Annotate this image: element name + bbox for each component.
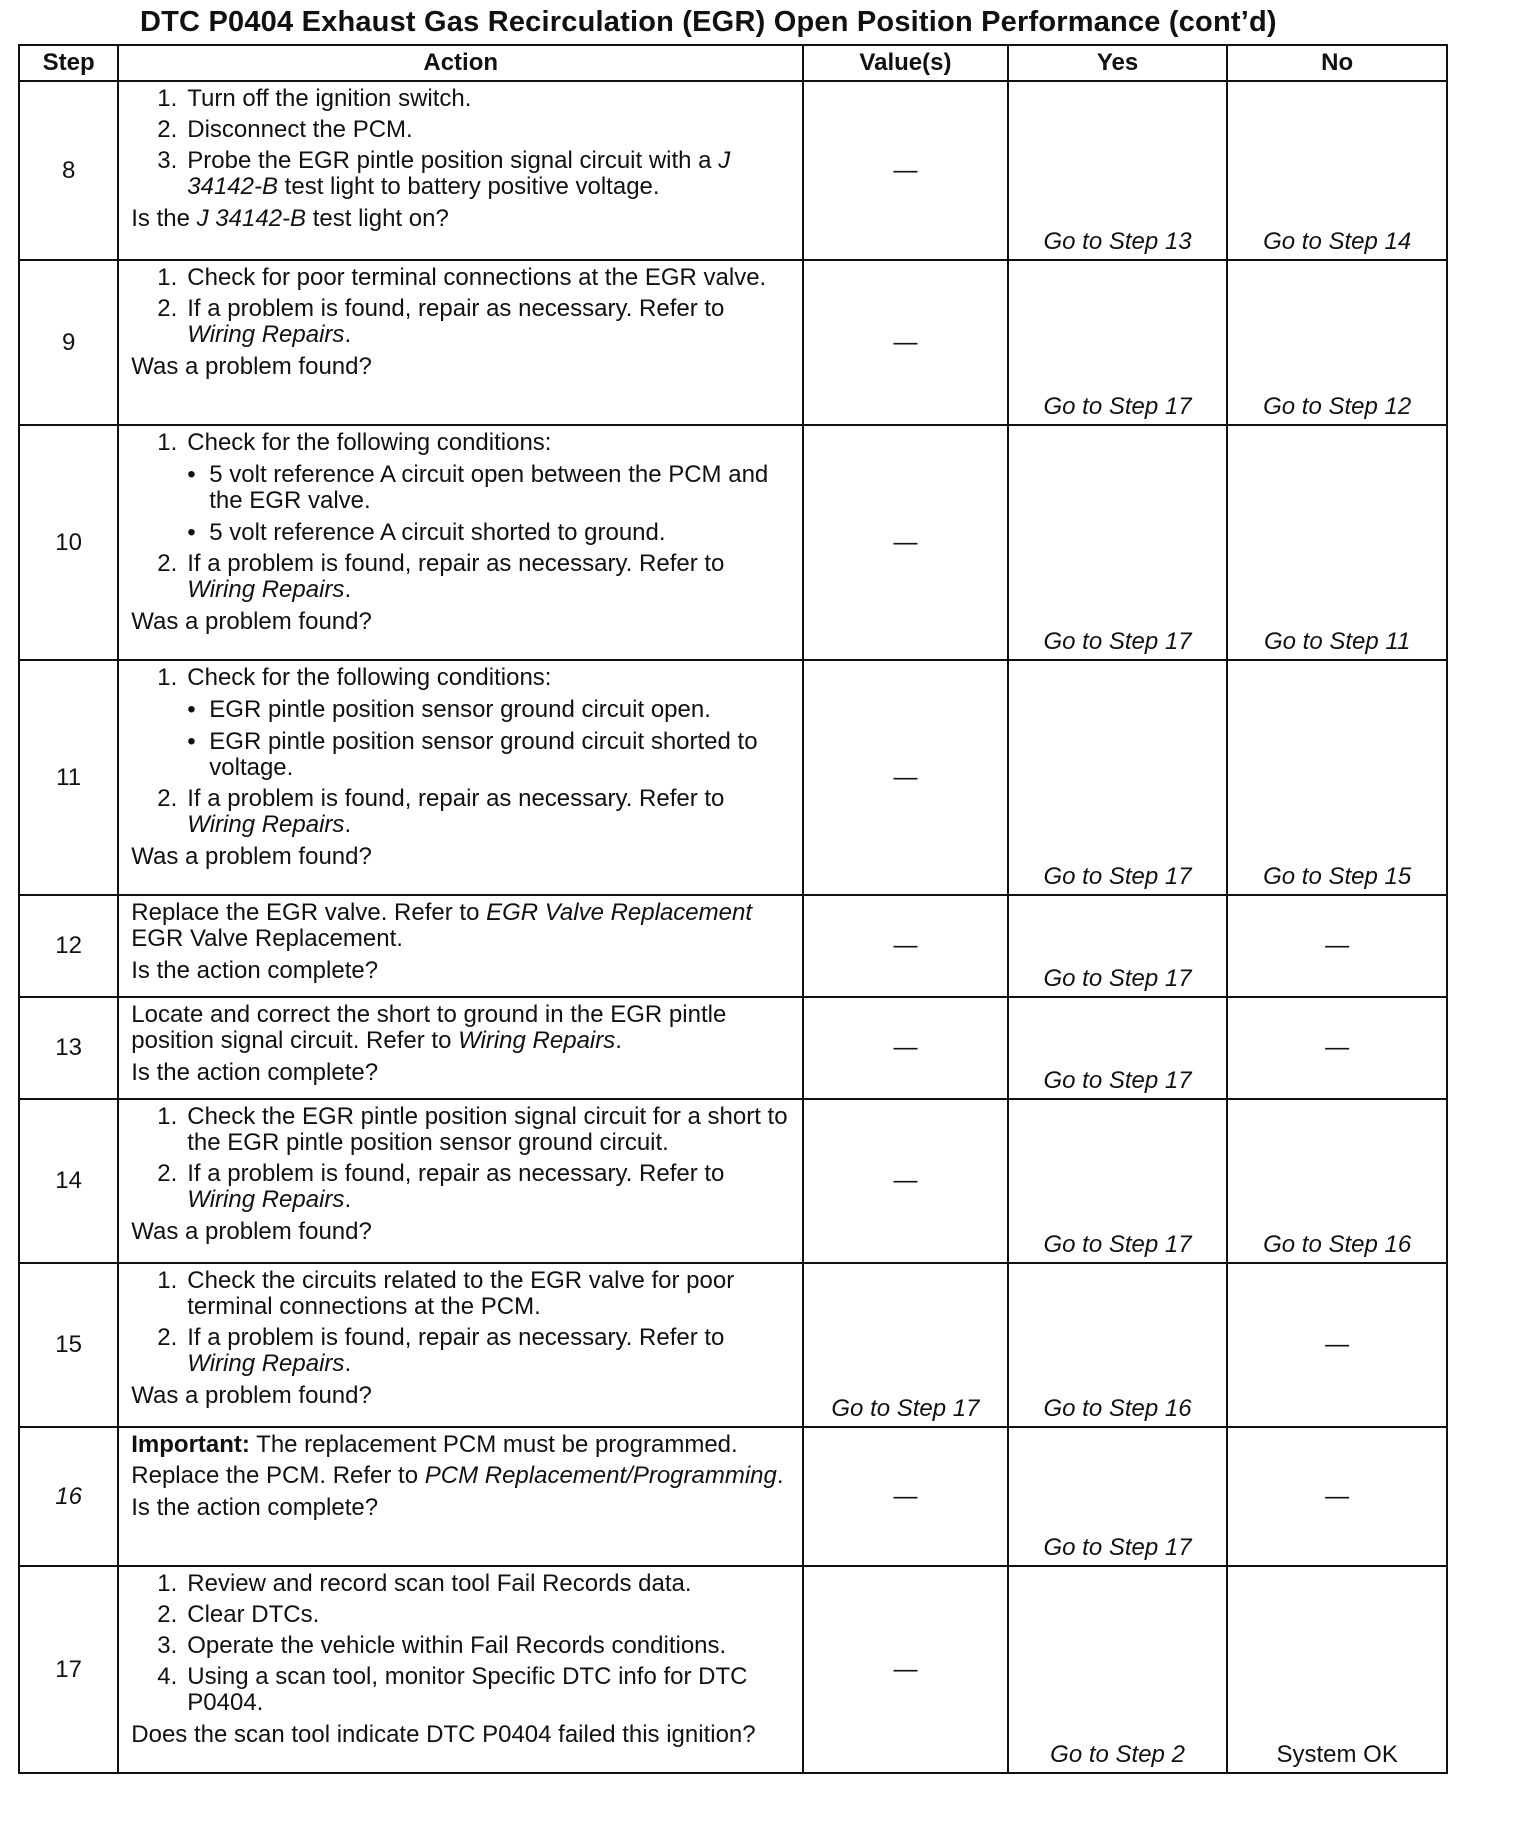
list-item: 2. Disconnect the PCM. [157,116,413,143]
empty-dash: — [1325,1331,1350,1358]
step-number: 16 [19,1427,118,1566]
goto-step-link: Go to Step 17 [1043,1534,1192,1561]
no-cell [1227,895,1447,997]
goto-step-link: Go to Step 2 [1050,1741,1185,1768]
header-row [19,45,1447,81]
table-row [19,1427,1447,1566]
goto-step-link: Go to Step 17 [1043,863,1192,890]
list-item: 1. Check the circuits related to the EGR valve for poor terminal connections at the PCM. [157,1267,735,1320]
yes-cell [1008,425,1228,660]
empty-dash: — [893,932,918,959]
header-action: Action [118,45,803,81]
paragraph: Replace the PCM. Refer to PCM Replacement/Programming. [131,1462,784,1489]
value-cell [803,260,1008,425]
table-row [19,660,1447,895]
value-cell [803,1427,1008,1566]
step-number: 10 [19,425,118,660]
yes-cell [1008,997,1228,1099]
goto-step-link: Go to Step 17 [1043,1231,1192,1258]
question: Was a problem found? [131,1382,372,1409]
empty-dash: — [1325,1034,1350,1061]
step-number: 11 [19,660,118,895]
no-cell [1227,1566,1447,1773]
question: Does the scan tool indicate DTC P0404 failed this ignition? [131,1721,756,1748]
table-row [19,425,1447,660]
empty-dash: — [893,1655,918,1683]
question: Is the action complete? [131,957,379,984]
value-cell [803,81,1008,260]
value-cell [803,1566,1008,1773]
header-yes: Yes [1008,45,1228,81]
question: Is the action complete? [131,1494,379,1521]
list-item: 1. Check for poor terminal connections at the EGR valve. [157,264,767,291]
value-cell [803,425,1008,660]
goto-step-link: Go to Step 16 [1263,1231,1412,1258]
no-cell [1227,260,1447,425]
table-row [19,1263,1447,1427]
yes-cell [1008,1263,1228,1427]
question: Was a problem found? [131,1218,372,1245]
list-item: 2. Clear DTCs. [157,1601,320,1628]
bullet-item: • 5 volt reference A circuit shorted to ground. [187,519,666,546]
action-cell [118,1099,803,1263]
list-item: 2. If a problem is found, repair as necessary. Refer to Wiring Repairs. [157,1160,725,1213]
goto-step-link: Go to Step 17 [1043,628,1192,655]
goto-step-link: Go to Step 16 [1043,1395,1192,1422]
bullet-item: • 5 volt reference A circuit open between the PCM and the EGR valve. [187,461,769,514]
important-note: Important: The replacement PCM must be programmed. [131,1431,738,1458]
no-cell [1227,660,1447,895]
empty-dash: — [893,156,918,184]
system-ok-label: System OK [1276,1741,1398,1768]
goto-step-link: Go to Step 17 [831,1395,980,1422]
action-cell [118,895,803,997]
list-item: 3. Probe the EGR pintle position signal circuit with a J 34142-B test light to battery positive voltage. [157,147,731,200]
value-cell [803,1099,1008,1263]
no-cell [1227,1427,1447,1566]
yes-cell [1008,1427,1228,1566]
goto-step-link: Go to Step 12 [1263,393,1412,420]
table-row [19,81,1447,260]
yes-cell [1008,1566,1228,1773]
empty-dash: — [1325,1482,1350,1510]
value-cell [803,1263,1008,1427]
goto-step-link: Go to Step 17 [1043,393,1192,420]
value-cell [803,997,1008,1099]
table-row [19,260,1447,425]
action-cell [118,660,803,895]
list-item: 1. Check for the following conditions: [157,664,552,691]
list-item: 2. If a problem is found, repair as necessary. Refer to Wiring Repairs. [157,550,725,603]
step-number: 8 [19,81,118,260]
step-number: 15 [19,1263,118,1427]
list-item: 1. Turn off the ignition switch. [157,85,472,112]
step-number: 14 [19,1099,118,1263]
empty-dash: — [893,763,918,791]
list-item: 1. Review and record scan tool Fail Records data. [157,1570,692,1597]
empty-dash: — [893,528,918,556]
step-number: 13 [19,997,118,1099]
goto-step-link: Go to Step 15 [1263,863,1412,890]
no-cell [1227,1263,1447,1427]
step-number: 12 [19,895,118,997]
empty-dash: — [893,1034,918,1061]
page-title: DTC P0404 Exhaust Gas Recirculation (EGR) Open Position Performance (cont’d) [140,6,1277,38]
header-values: Value(s) [803,45,1008,81]
yes-cell [1008,1099,1228,1263]
list-item: 2. If a problem is found, repair as necessary. Refer to Wiring Repairs. [157,295,725,348]
yes-cell [1008,895,1228,997]
diagnostic-table [18,44,1448,1774]
action-cell [118,1263,803,1427]
action-cell [118,425,803,660]
goto-step-link: Go to Step 17 [1043,965,1192,992]
action-cell [118,81,803,260]
no-cell [1227,1099,1447,1263]
action-cell [118,260,803,425]
no-cell [1227,81,1447,260]
step-number: 17 [19,1566,118,1773]
yes-cell [1008,260,1228,425]
no-cell [1227,425,1447,660]
empty-dash: — [893,1482,918,1510]
goto-step-link: Go to Step 17 [1043,1067,1192,1094]
header-step: Step [19,45,118,81]
table-row [19,997,1447,1099]
action-cell [118,1427,803,1566]
list-item: 1. Check for the following conditions: [157,429,552,456]
paragraph: Replace the EGR valve. Refer to EGR Valve Replacement EGR Valve Replacement. [131,899,753,952]
question: Is the J 34142-B test light on? [131,205,449,232]
paragraph: Locate and correct the short to ground in the EGR pintle position signal circuit. Refer to Wiring Repairs. [131,1001,727,1054]
list-item: 4. Using a scan tool, monitor Specific DTC info for DTC P0404. [157,1663,748,1716]
yes-cell [1008,660,1228,895]
question: Was a problem found? [131,608,372,635]
value-cell [803,895,1008,997]
goto-step-link: Go to Step 14 [1263,228,1412,255]
question: Was a problem found? [131,843,372,870]
step-number: 9 [19,260,118,425]
goto-step-link: Go to Step 11 [1264,628,1411,655]
list-item: 1. Check the EGR pintle position signal circuit for a short to the EGR pintle position sensor ground circuit. [157,1103,788,1156]
list-item: 2. If a problem is found, repair as necessary. Refer to Wiring Repairs. [157,1324,725,1377]
empty-dash: — [893,1167,918,1194]
table-row [19,895,1447,997]
bullet-item: • EGR pintle position sensor ground circuit shorted to voltage. [187,728,758,781]
table-row [19,1099,1447,1263]
value-cell [803,660,1008,895]
list-item: 3. Operate the vehicle within Fail Records conditions. [157,1632,727,1659]
no-cell [1227,997,1447,1099]
goto-step-link: Go to Step 13 [1043,228,1192,255]
empty-dash: — [893,328,918,356]
yes-cell [1008,81,1228,260]
empty-dash: — [1325,932,1350,959]
bullet-item: • EGR pintle position sensor ground circuit open. [187,696,711,723]
list-item: 2. If a problem is found, repair as necessary. Refer to Wiring Repairs. [157,785,725,838]
action-cell [118,1566,803,1773]
table-row [19,1566,1447,1773]
header-no: No [1227,45,1447,81]
question: Is the action complete? [131,1059,379,1086]
question: Was a problem found? [131,353,372,380]
action-cell [118,997,803,1099]
